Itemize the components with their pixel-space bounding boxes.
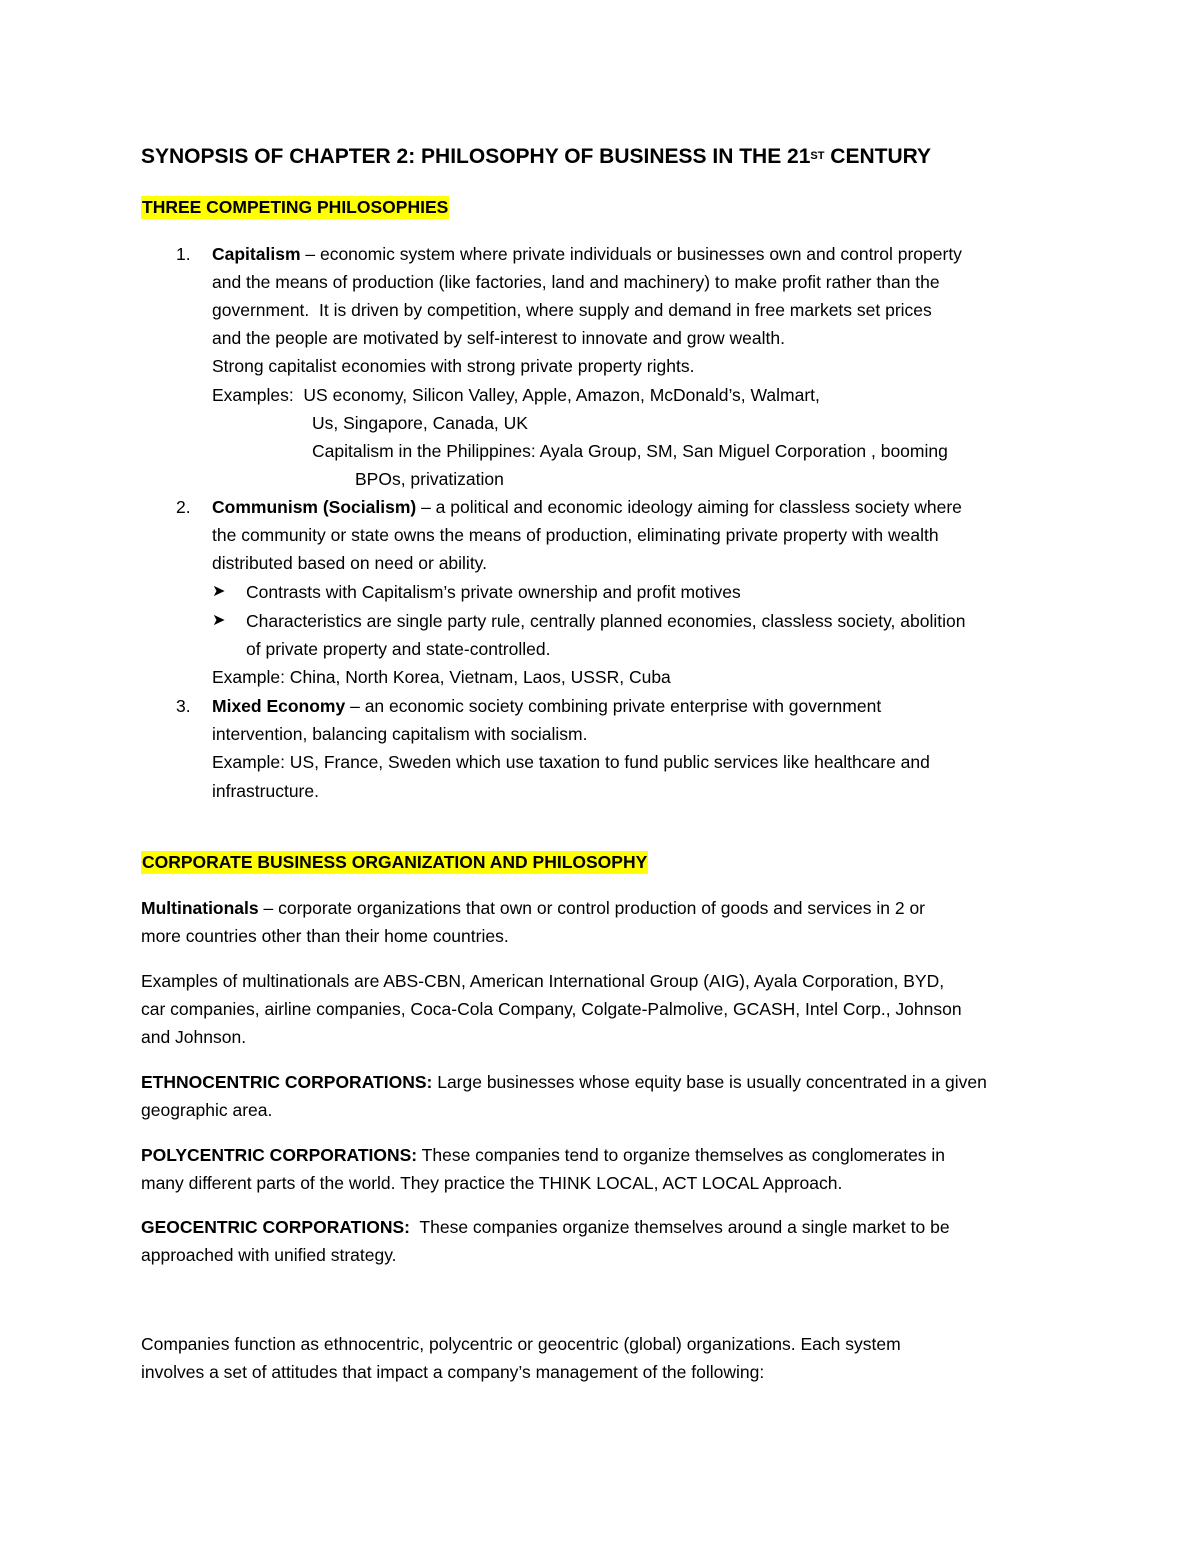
multinationals-line-1 — [141, 894, 925, 922]
ethnocentric-definition: Large businesses whose equity base is usually concentrated in a given — [432, 1072, 987, 1092]
ethnocentric-line-2: geographic area. — [141, 1100, 273, 1120]
ethnocentric-term: ETHNOCENTRIC CORPORATIONS: — [141, 1072, 433, 1092]
capitalism-definition: – economic system where private individuals or businesses own and control property — [300, 244, 962, 264]
capitalism-philippines: Capitalism in the Philippines: Ayala Group, SM, San Miguel Corporation , booming — [312, 441, 948, 461]
mixed-line-2: intervention, balancing capitalism with socialism. — [212, 724, 588, 744]
capitalism-term: Capitalism — [212, 244, 301, 264]
geocentric-line-1 — [141, 1213, 950, 1241]
examples-line-2: car companies, airline companies, Coca-Cola Company, Colgate-Palmolive, GCASH, Intel Corp., Johnson — [141, 999, 962, 1019]
examples-line-1: Examples of multinationals are ABS-CBN, American International Group (AIG), Ayala Corporation, BYD, — [141, 971, 945, 991]
capitalism-line-3: government. It is driven by competition, where supply and demand in free markets set prices — [212, 300, 932, 320]
mixed-economy-definition: – an economic society combining private enterprise with government — [345, 696, 882, 716]
communism-line-3: distributed based on need or ability. — [212, 553, 487, 573]
communism-definition: – a political and economic ideology aiming for classless society where — [416, 497, 962, 517]
geocentric-definition: These companies organize themselves around a single market to be — [410, 1217, 950, 1237]
geocentric-line-2: approached with unified strategy. — [141, 1245, 397, 1265]
communism-example: Example: China, North Korea, Vietnam, Laos, USSR, Cuba — [212, 667, 671, 687]
capitalism-line-1 — [212, 240, 962, 268]
communism-line-1 — [212, 493, 962, 521]
polycentric-line-1 — [141, 1141, 945, 1169]
ethnocentric-line-1 — [141, 1068, 987, 1096]
mixed-line-3: Example: US, France, Sweden which use taxation to fund public services like healthcare and — [212, 752, 930, 772]
title-main: SYNOPSIS OF CHAPTER 2: PHILOSOPHY OF BUSINESS IN THE 21 — [141, 145, 811, 168]
mixed-line-1 — [212, 692, 881, 720]
polycentric-definition: These companies tend to organize themselves as conglomerates in — [417, 1145, 946, 1165]
polycentric-line-2: many different parts of the world. They practice the THINK LOCAL, ACT LOCAL Approach. — [141, 1173, 843, 1193]
arrow-bullet-icon: ➤ — [212, 612, 226, 629]
communism-bullet-2: Characteristics are single party rule, centrally planned economies, classless society, abolition — [246, 611, 966, 631]
multinationals-line-2: more countries other than their home countries. — [141, 926, 509, 946]
polycentric-term: POLYCENTRIC CORPORATIONS: — [141, 1145, 418, 1165]
communism-bullet-2-cont: of private property and state-controlled. — [246, 639, 551, 659]
page-title — [141, 145, 931, 169]
mixed-line-4: infrastructure. — [212, 781, 319, 801]
capitalism-line-2: and the means of production (like factories, land and machinery) to make profit rather than the — [212, 272, 940, 292]
capitalism-examples-cont: Us, Singapore, Canada, UK — [312, 413, 528, 433]
list-number-2: 2. — [176, 497, 191, 517]
communism-line-2: the community or state owns the means of production, eliminating private property with wealth — [212, 525, 939, 545]
capitalism-line-5: Strong capitalist economies with strong private property rights. — [212, 356, 695, 376]
section-heading-corporate: CORPORATE BUSINESS ORGANIZATION AND PHILOSOPHY — [142, 852, 648, 872]
capitalism-line-4: and the people are motivated by self-interest to innovate and grow wealth. — [212, 328, 785, 348]
closing-line-1: Companies function as ethnocentric, polycentric or geocentric (global) organizations. Each system — [141, 1334, 901, 1354]
closing-line-2: involves a set of attitudes that impact a company’s management of the following: — [141, 1362, 765, 1382]
section-heading-philosophies: THREE COMPETING PHILOSOPHIES — [142, 197, 449, 217]
examples-line-3: and Johnson. — [141, 1027, 247, 1047]
arrow-bullet-icon: ➤ — [212, 583, 226, 600]
geocentric-term: GEOCENTRIC CORPORATIONS: — [141, 1217, 410, 1237]
list-number-3: 3. — [176, 696, 191, 716]
capitalism-examples: Examples: US economy, Silicon Valley, Apple, Amazon, McDonald’s, Walmart, — [212, 385, 820, 405]
list-number-1: 1. — [176, 244, 191, 264]
mixed-economy-term: Mixed Economy — [212, 696, 346, 716]
multinationals-definition: – corporate organizations that own or control production of goods and services in 2 or — [258, 898, 925, 918]
multinationals-term: Multinationals — [141, 898, 259, 918]
title-superscript: ST — [810, 150, 825, 162]
communism-bullet-1: Contrasts with Capitalism’s private ownership and profit motives — [246, 582, 741, 602]
title-tail: CENTURY — [824, 145, 932, 168]
communism-term: Communism (Socialism) — [212, 497, 417, 517]
capitalism-philippines-cont: BPOs, privatization — [355, 469, 504, 489]
